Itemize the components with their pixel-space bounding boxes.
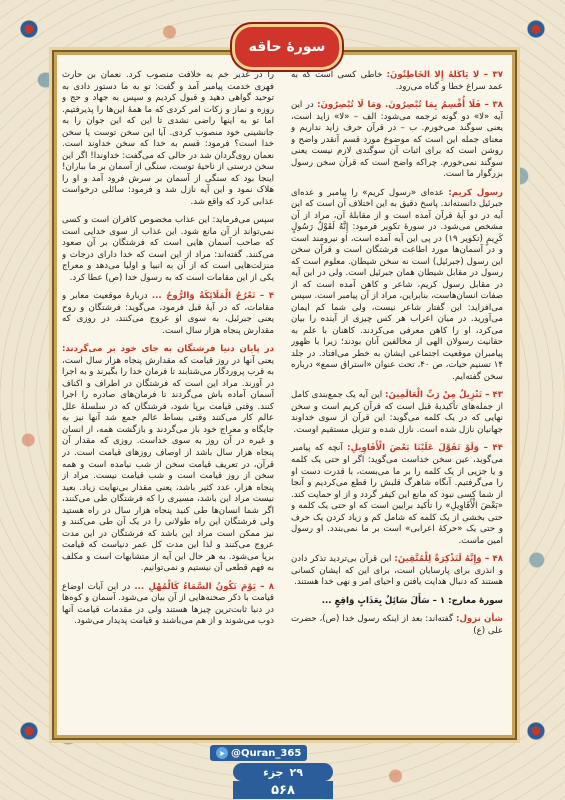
paragraph: شأن نزول: گفته‌اند: بعد از اینکه رسول خدا (ص)، حضرت علی (ع) (291, 614, 503, 636)
ornament-rosette-icon (20, 722, 38, 740)
paragraph: ۴۸ – وَإِنَّهُ لَتَذْكِرَةٌ لِلْمُتَّقِينَ: این قرآن بی‌تردید تذکر دادن و انذری برای پارسایان است، برای این که ایشان کسانی هستند که دنبال هدایت یافتن و احیای امر و نهی خدا هستند. (291, 554, 503, 588)
juz-badge (233, 763, 333, 781)
channel-handle-text: @Quran_365 (231, 747, 302, 759)
channel-handle[interactable] (210, 745, 307, 761)
paragraph: ۳۸ – فَلَا أُقْسِمُ بِمَا تُبْصِرُونَ. وَمَا لَا تُبْصِرُونَ: در این آیه «لا» دو گونه ترجمه می‌شود: الف – «لا» زاید است، یعنی سوگند می‌خورم. ب – در قرآن حرف زاید نداریم و معنای جمله این است که موضوع مورد قسم آنقدر واضح و روشن است که برای اثبات آن سوگندی لازم نیست یعنی سوگند نمی‌خورم. چراکه واضح است که قرآن سخن رسول بزرگوار ما است. (291, 100, 503, 180)
juz-number: ۲۹ (289, 765, 303, 779)
right-column (291, 70, 503, 725)
ornament-rosette-icon (20, 20, 38, 38)
surah-title: سورهٔ حاقه (232, 24, 342, 70)
ornament-rosette-icon (527, 20, 545, 38)
paragraph: ۴۴ – وَلَوْ تَقَوَّلَ عَلَيْنَا بَعْضَ الْأَقَاوِيلِ: آنچه که پیامبر می‌گوید، عین سخن خداست می‌گوید: اگر او حتی یک کلمه و یا جزیی از یک کلمه را بر ما می‌بست، با قدرت دست او را می‌گرفتیم. آنگاه شاهرگ قلبش را قطع می‌کردیم و آنجا از شما کسی نبود که مانع این کیفر گردد و از او حمایت کند. «بَعْضَ الْأَقَاوِيلِ» را تأکید برایین است که او حتی یک کلمه و حتی بخشی از یک کلمه که شامل کم و زیاد کردن یک حرف و حتی یک «حرکهٔ اعرابی» است بر ما نمی‌بندد. او رسول امین ماست. (291, 443, 503, 546)
paragraph: ۴۳ – تَنْزِيلٌ مِنْ رَبِّ الْعَالَمِينَ: این آیه یک جمع‌بندی کامل از جمله‌های تأکیدیهٔ قبل است که قرآن کریم است و سخن نهایی که در یک کلمه می‌گوید: این قرآن از سوی خداوند جهانیان نازل شده است. نازل شده و تنزیل مستقیم اوست. (291, 390, 503, 435)
paragraph: را در غدیر خم به خلافت منصوب کرد. نعمان بن حارث فهری خدمت پیامبر آمد و گفت: تو به ما دستور دادی به توحید گواهی دهید و قبول کردیم و سپس به جهاد و حج و روزه و نماز و زکات امر کردی که ما همهٔ این‌ها را پذیرفتیم. اما تو به اینها راضی نشدی تا این که این جوان را به جانشینی خود منصوب کردی. آیا این سخن توست یا سخن خدا است؟ فرمود: قسم به خدا که سخن خداوند است. نعمان روی‌گردان شد در حالی که می‌گفت: خداوندا! اگر این سخن درستی از ناحیهٔ توست، سنگی از آسمان بر ما بباران! اینجا بود که سنگی از آسمان بر سرش فرود آمد و او را هلاک نمود و این آیه نازل شد و فرمود: سائلی درخواست عذابی کرد که واقع شد. (62, 70, 274, 207)
ornament-rosette-icon (527, 722, 545, 740)
paragraph: ۸ – يَوْمَ تَكُونُ السَّمَاءُ كَالْمُهْلِ ... در این آیات اوضاع قیامت با ذکر صحنه‌هایی از آن بیان می‌شود. آسمان و کوه‌ها در دنیا ثابت‌ترین چیزها هستند ولی در مقدمات قیامت آنها ذوب می‌شوند و از هم می‌باشند و قیامت پدیدار می‌شود. (62, 581, 274, 627)
paragraph: سپس می‌فرماید: این عذاب مخصوص کافران است و کسی نمی‌تواند از آن مانع شود. این عذاب از سوی خدایی است که صاحب آسمان هایی است که فرشتگان بر آن صعود می‌کنند. گفته‌اند: مراد از این است که خدا دارای درجات و منزلت‌هایی است که از آن به انبیا و اولیا می‌دهد و معراج یکی از این مقامات است که به رسول خدا (ص) عطا کرد. (62, 215, 274, 283)
section-heading: سورهٔ معارج: ۱ – سَأَلَ سَائِلٌ بِعَذَابٍ وَاقِعٍ ... (321, 595, 503, 606)
juz-label: جزء (263, 765, 284, 779)
left-column (62, 70, 274, 725)
paragraph: در پایان دنیا فرشتگان به جای خود بر می‌گردند: یعنی آنها در روز قیامت که مقدارش پنجاه هزار سال است، به قرب پروردگار می‌شتابند تا فرمان خدا را بگیرند و به اجرا در آورند. مراد این است که فرشتگان در اطراف و اکناف آسمان آماده باش می‌گردند تا فرمان‌های صادره را اجرا کنند. وقتی قیامت برپا شود، فرشتگان که در سلسلهٔ علل عالم کار می‌کنند وقتی بساط عالم جمع شد آنها نیز به جایگاه و معراج خود باز می‌گردند و بازگشت همه، از انسان و غیره در آن روز به سوی خداست. روزی که مقدار آن پنجاه هزار سال باشد از اوصاف روزهای قیامت است. در قرآن، در تعریف قیامت سخن از شب نیامده است و همه سخن از روز قیامت است و شب قیامت نیست. مراد از پنجاه هزار، عدد کثیر باشد، یعنی مقدار بی‌نهایت زیاد. بعید نیست مراد این باشد، مسیری را که فرشتگان طی می‌کنند، اگر شما انسان‌ها طی کنید پنجاه هزار سال در راه هستید ولی فرشتگان این راه طولانی را در یک آن طی می‌کنند و نیز ممکن است مراد این باشد که فرشتگان در این مدت عروج می‌کنند و لذا این مدت کل عمر دنیاست که قیامت برپا می‌شود. به هر حال این آیه از متشابهات است و مکلف به فهم قطعی آن نیستیم و نمی‌توانیم. (62, 344, 274, 574)
page-number: ۵۶۸ (233, 781, 333, 799)
paragraph: ۳۷ – لَا يَأْكُلُهُ إِلَّا الْخَاطِئُونَ: خاطی کسی است که به عمد سراغ خطا و گناه می‌رود. (291, 70, 503, 92)
telegram-icon: ➤ (216, 747, 228, 759)
paragraph: ۴ – تَعْرُجُ الْمَلَائِكَةُ وَالرُّوحُ ... دربارهٔ موقعیت معابر و مقامات، که در آیهٔ قبل فرمود، می‌گوید: فرشتگان و روح یعنی جبرئیل، به سوی او عروج می‌کنند، در روزی که مقدارش پنجاه هزار سال است. (62, 291, 274, 336)
paragraph: رسول کریم: عده‌ای «رسول کریم» را پیامبر و عده‌ای جبرئیل دانسته‌اند. پاسخ دقیق به این اختلاف آن است که این آیه در دو آیهٔ قرآن آمده است و از مقابلهٔ آن، مراد از آن مشخص می‌شود. در سورهٔ تکویر فرمود: إِنَّهُ لَقَوْلُ رَسُولٍ كَرِيمٍ (تکویر ۱۹) در پی این آیه آمده است، او نیرومند است و در آسمان‌ها مورد اطاعت فرشتگان است و قرآن سخن این رسول (جبرئیل) است نه سخن شیطان. معلوم است که رسول در مقابل شیطان همان جبرئیل است. ولی در این آیه در مقابل رسول کریم، شاعر و کاهن آمده است که از صفات انسان‌هاست، بنابراین، مراد از آن پیامبر است. سپس می‌افزاید: این گفتار شاعر نیست، ولی شما کم ایمان می‌آورید. در میان اعراب هر کس چیزی از آینده را بیان می‌کرد، او را کاهن معرفی می‌کردند. کاهنان با علم به حقانیت رسولان الهی از مخالفین آنان بودند؛ زیرا با ظهور پیامبران موقعیت اجتماعی ایشان به خطر می‌افتاد. در جلد ۱۴ تسنیم حیات، ص ۴۰، تحت عنوان «استراق سمع» درباره سخن گفته‌ایم. (291, 187, 503, 382)
